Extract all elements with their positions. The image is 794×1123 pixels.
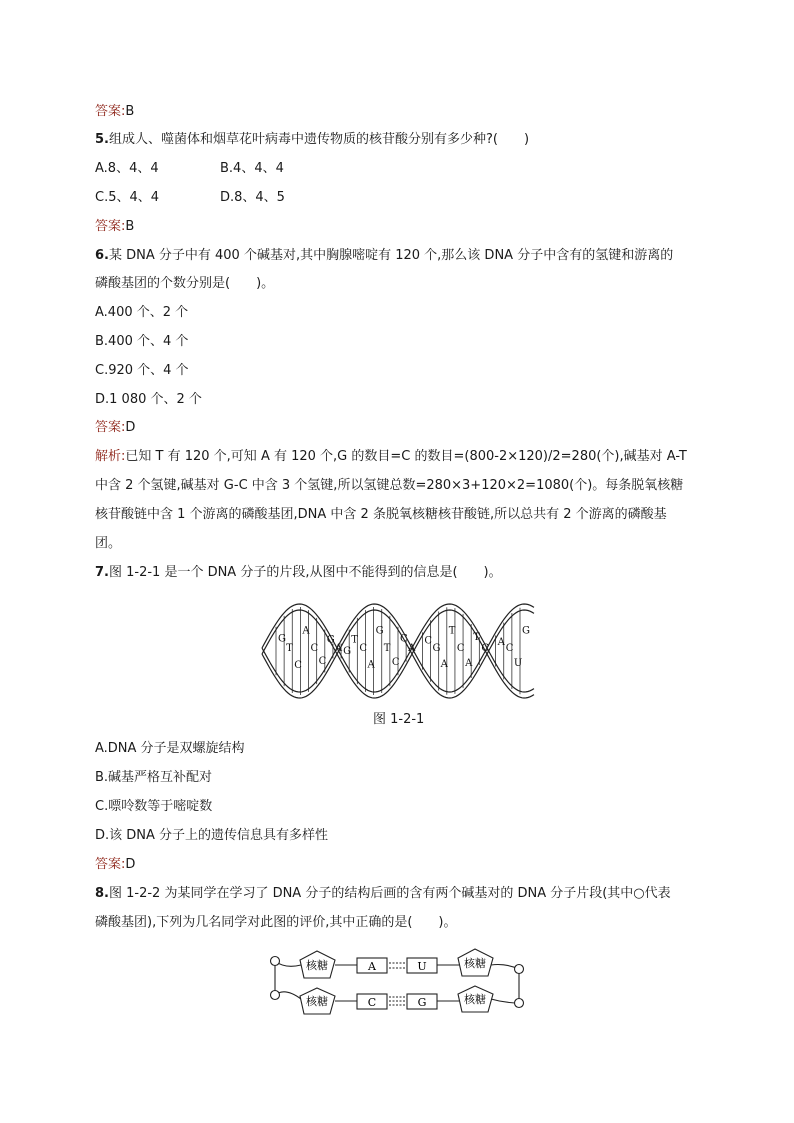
phosphate-circle (271, 991, 280, 1000)
question-8-stem-line1 (95, 886, 671, 902)
q7-option-b: B.碱基严格互补配对 (95, 770, 213, 785)
helix-base-letter: G (522, 625, 530, 637)
helix-base-letter: T (383, 643, 391, 654)
base-letter: A (368, 960, 376, 973)
helix-base-letter: C (481, 643, 489, 654)
helix-base-letter: G (278, 633, 286, 645)
helix-base-letter: G (343, 646, 352, 657)
helix-base-letter: A (302, 625, 310, 637)
helix-base-letter: G (375, 625, 384, 637)
question-text: 组成人、噬菌体和烟草花叶病毒中遗传物质的核苷酸分别有多少种?( ) (108, 132, 530, 147)
question-text: 图 1-2-2 为某同学在学习了 DNA 分子的结构后画的含有两个碱基对的 DNA 分子片段(其中○代表 (108, 886, 671, 901)
explanation-label: 解析: (95, 449, 126, 464)
q6-explanation-line4: 团。 (95, 536, 122, 551)
q5-option-d: D.8、4、5 (220, 190, 285, 205)
q5-option-b: B.4、4、4 (220, 161, 284, 176)
q6-option-c: C.920 个、4 个 (95, 363, 189, 378)
question-number: 7. (95, 565, 109, 580)
question-8-stem-line2: 磷酸基团),下列为几名同学对此图的评价,其中正确的是( )。 (95, 915, 457, 930)
base-letter: C (367, 996, 377, 1009)
answer-value: B (125, 219, 135, 234)
q7-option-c: C.嘌呤数等于嘧啶数 (95, 799, 213, 814)
answer-line-q6 (95, 420, 135, 436)
answer-line-q7 (95, 857, 135, 873)
helix-base-letter: T (286, 643, 293, 654)
helix-base-letter: A (440, 658, 448, 670)
sugar-label: 核糖 (306, 959, 328, 972)
question-6-stem-line1 (95, 248, 673, 264)
helix-base-letter: A (465, 657, 473, 669)
answer-line-q4 (95, 104, 134, 120)
helix-base-letter: T (473, 632, 480, 644)
q6-explanation-line1 (95, 449, 687, 465)
answer-value: B (125, 104, 135, 119)
answer-label: 答案: (95, 219, 126, 234)
helix-base-letter: A (334, 643, 343, 654)
question-text: 某 DNA 分子中有 400 个碱基对,其中胸腺嘧啶有 120 个,那么该 DNA 分子中含有的氢键和游离的 (108, 248, 674, 263)
question-number: 8. (95, 886, 109, 901)
sugar-label: 核糖 (306, 995, 328, 1008)
q7-option-a: A.DNA 分子是双螺旋结构 (95, 741, 245, 756)
helix-base-letter: C (318, 656, 327, 668)
helix-base-letter: A (367, 659, 375, 671)
answer-line-q5 (95, 219, 134, 235)
helix-base-letter: C (294, 659, 302, 671)
helix-base-letter: A (408, 643, 416, 654)
sugar-label: 核糖 (464, 957, 486, 970)
question-text: 图 1-2-1 是一个 DNA 分子的片段,从图中不能得到的信息是( )。 (108, 565, 502, 580)
answer-value: D (125, 420, 136, 435)
question-6-stem-line2: 磷酸基团的个数分别是( )。 (95, 276, 275, 291)
helix-base-letter: G (326, 634, 335, 646)
q5-option-a: A.8、4、4 (95, 161, 159, 176)
dna-segment-diagram (265, 945, 530, 1020)
helix-base-letter: C (400, 633, 408, 645)
q6-option-b: B.400 个、4 个 (95, 334, 189, 349)
helix-base-letter: C (359, 643, 367, 654)
q6-explanation-line3: 核苷酸链中含 1 个游离的磷酸基团,DNA 中含 2 条脱氧核糖核苷酸链,所以总共有 2 个游离的磷酸基 (95, 507, 667, 522)
base-letter: G (417, 996, 427, 1009)
helix-base-letter: G (432, 643, 441, 654)
question-number: 6. (95, 248, 109, 263)
helix-base-letter: T (351, 634, 358, 646)
helix-base-letter: C (505, 643, 514, 654)
q6-explanation-line2: 中含 2 个氢键,碱基对 G-C 中含 3 个氢键,所以氢键总数=280×3+120×2=1080(个)。每条脱氧核糖 (95, 478, 684, 493)
question-5-stem (95, 132, 529, 148)
dna-helix-figure (242, 590, 554, 702)
phosphate-circle (271, 957, 280, 966)
q6-option-d: D.1 080 个、2 个 (95, 392, 202, 407)
figure-caption-1-2-1: 图 1-2-1 (373, 712, 425, 727)
answer-label: 答案: (95, 857, 126, 872)
helix-base-letter: T (448, 625, 456, 637)
q7-option-d: D.该 DNA 分子上的遗传信息具有多样性 (95, 828, 329, 843)
answer-value: D (125, 857, 136, 872)
helix-base-letter: C (310, 643, 319, 654)
q5-option-c: C.5、4、4 (95, 190, 160, 205)
answer-label: 答案: (95, 420, 126, 435)
helix-base-letter: U (513, 658, 523, 670)
question-7-stem (95, 565, 502, 581)
question-number: 5. (95, 132, 109, 147)
base-letter: U (417, 960, 427, 973)
sugar-label: 核糖 (464, 993, 486, 1006)
q6-option-a: A.400 个、2 个 (95, 305, 189, 320)
helix-base-letter: C (424, 635, 433, 647)
helix-base-letter: C (391, 657, 400, 669)
helix-base-letter: A (497, 636, 505, 648)
phosphate-circle (515, 999, 524, 1008)
phosphate-circle (515, 965, 524, 974)
helix-base-letter: C (456, 643, 465, 654)
answer-label: 答案: (95, 104, 126, 119)
explanation-text: 已知 T 有 120 个,可知 A 有 120 个,G 的数目=C 的数目=(800-2×120)/2=280(个),碱基对 A-T (125, 449, 687, 464)
